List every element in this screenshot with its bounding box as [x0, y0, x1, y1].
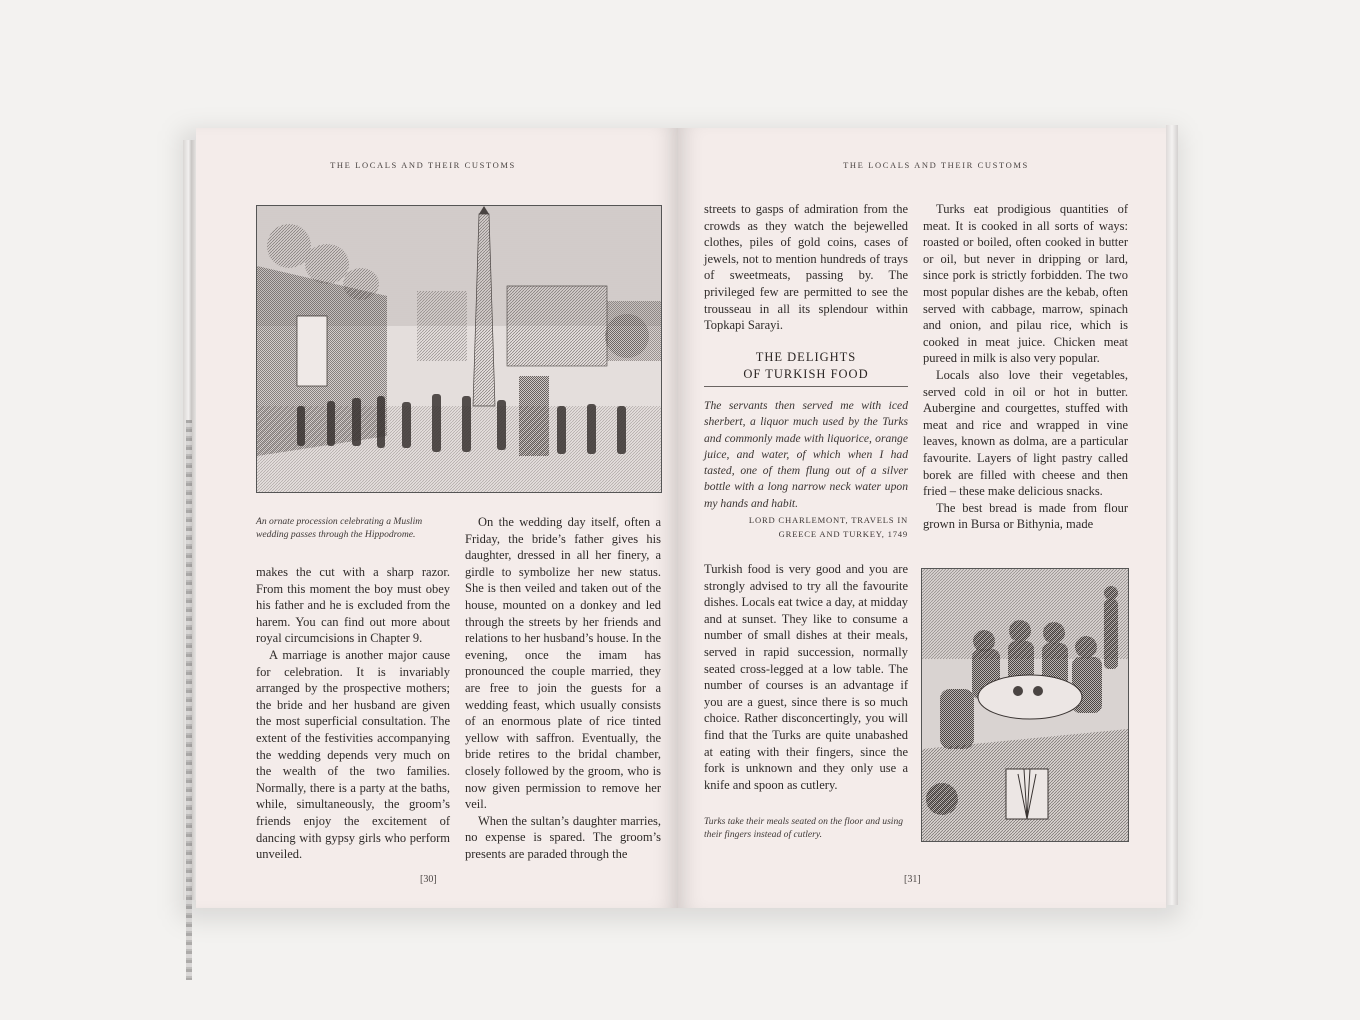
engraving-art [922, 569, 1128, 841]
wedding-procession-engraving [256, 205, 662, 493]
paragraph: The best bread is made from flour grown in Bursa or Bithynia, made [923, 500, 1128, 532]
paragraph: A marriage is another major cause for celebration. It is invariably arranged by the prospective mothers; the bride and her husband are given the most superficial consultation. The extent of the festivities accompanying the wedding depends very much on the wealth of the two families. Normally, there is a party at the baths, while, simultaneously, the groom’s friends enjoy the excitement of dancing with gypsy girls who perform unveiled. [256, 647, 450, 862]
left-figure-caption: An ornate procession celebrating a Muslim wedding passes through the Hippodrome. [256, 516, 423, 540]
paragraph: Turks eat prodigious quantities of meat. It is cooked in all sorts of ways: roasted or boiled, often cooked in butter or oil, but never in dripping or lard, since pork is strictly forbidden. The two most popular dishes are the kebab, often served with cabbage, marrow, spinach and onion, and pilau rice, which is cooked in meat juice. Chicken meat pureed in milk is also very popular. [923, 202, 1128, 366]
turkish-meal-engraving [921, 568, 1129, 842]
attribution-line-2: GREECE AND TURKEY, 1749 [778, 529, 908, 539]
page-edge-strip [186, 420, 192, 980]
page-number-right: [31] [904, 874, 921, 885]
paragraph: On the wedding day itself, often a Friday, the bride’s father gives his daughter, dressed in all her finery, a girdle to symbolize her new status. She is then veiled and taken out of the house, mounted on a donkey and led through the streets by her friends and relations to her husband’s house. In the evening, once the imam has pronounced the couple married, they are free to join the guests for a wedding feast, which usually consists of an enormous plate of rice tinted yellow with saffron. Eventually, the bride retires to the bridal chamber, closely followed by the groom, who is now given permission to remove her veil. [465, 515, 661, 812]
paragraph: makes the cut with a sharp razor. From this moment the boy must obey his father and he is excluded from the harem. You can find out more about royal circumcisions in Chapter 9. [256, 565, 450, 646]
section-title-line-1: THE DELIGHTS [755, 350, 857, 364]
epigraph-quote: The servants then served me with iced sherbert, a liquor much used by the Turks and commonly made with liquorice, orange juice, and water, of which when I had tasted, one of them flung out of a silver bottle with a long narrow neck water upon my hands and habit. [704, 399, 908, 510]
section-title-line-2: OF TURKISH FOOD [743, 367, 869, 381]
page-number-left: [30] [420, 874, 437, 885]
right-page-edges [1166, 125, 1178, 905]
right-column-1-bottom [704, 561, 908, 793]
right-figure-caption: Turks take their meals seated on the floor and using their fingers instead of cutlery. [704, 816, 904, 840]
paragraph: Turkish food is very good and you are strongly advised to try all the favourite dishes. Locals eat twice a day, at midday and at sunset. They like to consume a number of small dishes at their meals, served in rapid succession, normally seated cross-legged at a low table. The number of courses is an advantage if you are a guest, since there is so much choice. Rather disconcertingly, you will find that the Turks are quite unabashed at eating with their fingers, since the fork is unknown and they only use a knife and spoon as cutlery. [704, 562, 908, 792]
left-column-2 [465, 514, 661, 862]
section-title [704, 349, 908, 383]
right-column-2 [923, 201, 1128, 533]
running-head-left: THE LOCALS AND THEIR CUSTOMS [330, 160, 516, 170]
left-page-edges [183, 140, 197, 900]
paragraph: Locals also love their vegetables, served cold in oil or hot in butter. Aubergine and courgettes, stuffed with meat and rice and wrapped in vine leaves, known as dolma, are a particular favourite. Layers of light pastry called borek are filled with cheese and then fried – these make delicious snacks. [923, 367, 1128, 499]
right-column-1-top [704, 201, 908, 334]
engraving-art [257, 206, 661, 492]
paragraph: When the sultan’s daughter marries, no expense is spared. The groom’s presents are paraded through the [465, 813, 661, 861]
attribution-line-1: LORD CHARLEMONT, TRAVELS IN [748, 515, 908, 525]
paragraph: streets to gasps of admiration from the crowds as they watch the bejewelled clothes, piles of gold coins, cases of jewels, not to mention hundreds of trays of sweetmeats, passing by. The privileged few are permitted to see the trousseau in all its splendour within Topkapi Sarayi. [704, 202, 908, 333]
quote-attribution [704, 513, 908, 541]
left-page [196, 128, 678, 908]
right-page [678, 128, 1166, 908]
running-head-right: THE LOCALS AND THEIR CUSTOMS [843, 160, 1029, 170]
section-rule [704, 386, 908, 387]
left-column-1 [256, 564, 450, 863]
